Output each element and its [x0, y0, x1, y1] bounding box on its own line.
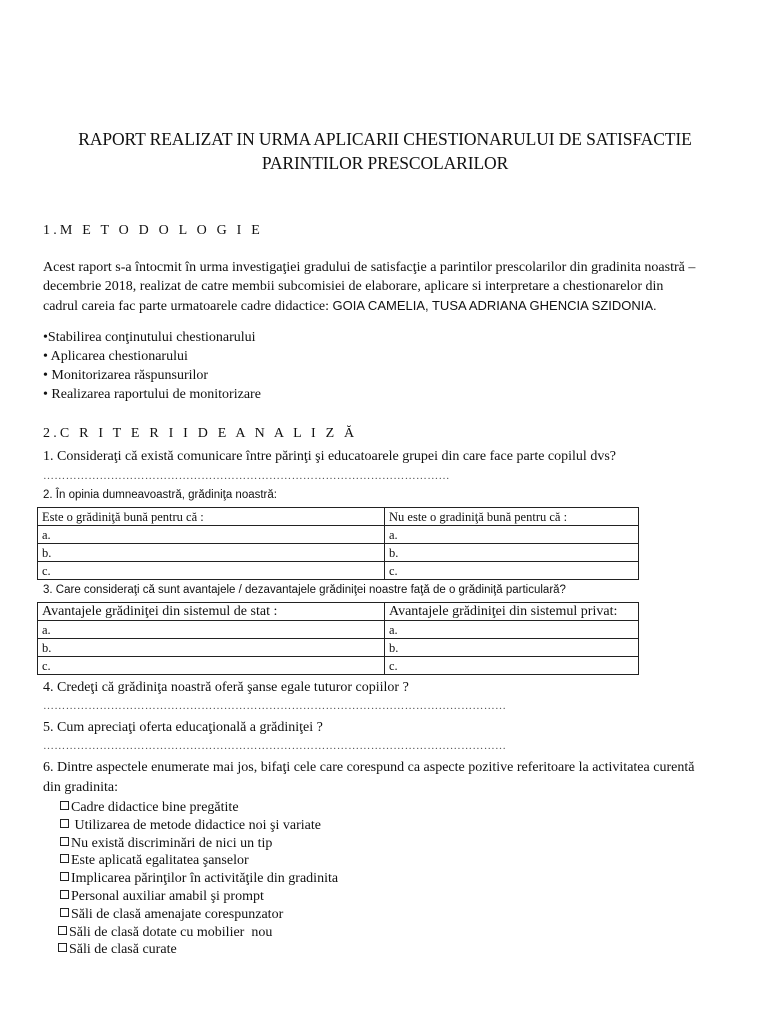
- question-2: 2. În opinia dumneavoastră, grădiniţa noastră:: [43, 489, 277, 501]
- table-header-cell: Avantajele grădiniţei din sistemul privat:: [385, 603, 639, 621]
- question-5: 5. Cum apreciaţi oferta educaţională a grădiniţei ?: [43, 720, 323, 735]
- title-line-2: PARINTILOR PRESCOLARILOR: [261, 153, 509, 173]
- list-item: • Aplicarea chestionarului: [43, 349, 188, 364]
- table-cell[interactable]: a.: [385, 621, 639, 639]
- checkbox-icon[interactable]: [60, 854, 69, 863]
- methodology-steps-list: [43, 328, 261, 404]
- checklist-label: Utilizarea de metode didactice noi şi variate: [71, 817, 321, 833]
- checklist-item[interactable]: [60, 799, 338, 817]
- table-header-cell: Este o grădiniţă bună pentru că :: [38, 508, 385, 526]
- question-6-line-1: 6. Dintre aspectele enumerate mai jos, bifaţi cele care corespund ca aspecte pozitive referitoare la activitatea curentă: [43, 760, 695, 775]
- checklist-label: Săli de clasă curate: [69, 942, 177, 958]
- list-item: • Realizarea raportului de monitorizare: [43, 387, 261, 402]
- checklist-item[interactable]: [60, 870, 338, 888]
- checklist-label: Este aplicată egalitatea şanselor: [71, 853, 249, 869]
- answer-line-q4[interactable]: ……………………………………………………………………………………………………………: [43, 700, 507, 712]
- table-advantages: [37, 602, 639, 675]
- table-header-cell: Nu este o gradiniţă bună pentru că :: [385, 508, 639, 526]
- table-cell[interactable]: b.: [38, 639, 385, 657]
- methodology-paragraph: [43, 258, 743, 316]
- table-row: [38, 621, 639, 639]
- answer-line-q5[interactable]: ……………………………………………………………………………………………………………: [43, 740, 507, 752]
- section-1-heading: 1.M E T O D O L O G I E: [43, 223, 263, 238]
- teacher-names: GOIA CAMELIA, TUSA ADRIANA GHENCIA SZIDONIA.: [332, 298, 657, 313]
- paragraph-line-3-prefix: cadrul careia fac parte urmatoarele cadre didactice:: [43, 299, 333, 314]
- checklist-item[interactable]: [60, 852, 338, 870]
- table-row: [38, 526, 639, 544]
- question-6-line-2: din gradinita:: [43, 780, 119, 795]
- answer-line-q1[interactable]: ………………………………………………………………………………………………: [43, 470, 450, 482]
- paragraph-line-3: [43, 296, 743, 316]
- list-item: • Monitorizarea răspunsurilor: [43, 368, 209, 383]
- table-header-row: [38, 508, 639, 526]
- table-cell[interactable]: a.: [38, 621, 385, 639]
- title-line-1: RAPORT REALIZAT IN URMA APLICARII CHESTIONARULUI DE SATISFACTIE: [78, 129, 692, 149]
- section-2-heading: 2.C R I T E R I I D E A N A L I Z Ă: [43, 426, 358, 441]
- list-item: •Stabilirea conţinutului chestionarului: [43, 330, 256, 345]
- checkbox-icon[interactable]: [60, 872, 69, 881]
- table-row: [38, 562, 639, 580]
- checkbox-icon[interactable]: [60, 801, 69, 810]
- table-cell[interactable]: c.: [385, 657, 639, 675]
- table-row: [38, 657, 639, 675]
- question-4: 4. Credeţi că grădiniţa noastră oferă şanse egale tuturor copiilor ?: [43, 680, 409, 695]
- table-cell[interactable]: c.: [385, 562, 639, 580]
- checklist-item[interactable]: [58, 924, 338, 942]
- checklist-item[interactable]: [60, 835, 338, 853]
- checkbox-icon[interactable]: [58, 943, 67, 952]
- checklist-label: Săli de clasă dotate cu mobilier nou: [69, 924, 273, 940]
- question-6: [43, 758, 758, 798]
- checklist-label: Cadre didactice bine pregătite: [71, 800, 239, 815]
- table-cell[interactable]: a.: [38, 526, 385, 544]
- checkbox-icon[interactable]: [60, 819, 69, 828]
- checklist-item[interactable]: [60, 906, 338, 924]
- positive-aspects-checklist: [60, 799, 338, 959]
- checklist-item[interactable]: [60, 888, 338, 906]
- table-cell[interactable]: b.: [38, 544, 385, 562]
- table-header-cell: Avantajele grădiniţei din sistemul de stat :: [38, 603, 385, 621]
- table-good-kindergarten: [37, 507, 639, 580]
- table-cell[interactable]: b.: [385, 544, 639, 562]
- table-cell[interactable]: a.: [385, 526, 639, 544]
- checkbox-icon[interactable]: [60, 890, 69, 899]
- document-title: [40, 127, 730, 175]
- question-1: 1. Consideraţi că există comunicare între părinţi şi educatoarele grupei din care face parte copilul dvs?: [43, 449, 616, 464]
- checklist-label: Nu există discriminări de nici un tip: [71, 835, 273, 851]
- checkbox-icon[interactable]: [60, 908, 69, 917]
- checkbox-icon[interactable]: [60, 837, 69, 846]
- question-3: 3. Care consideraţi că sunt avantajele / dezavantajele grădiniţei noastre faţă de o grădiniţă particulară?: [43, 584, 566, 596]
- table-cell[interactable]: c.: [38, 657, 385, 675]
- paragraph-line-1: Acest raport s-a întocmit în urma investigaţiei gradului de satisfacţie a parintilor prescolarilor din gradinita noastră –: [43, 260, 696, 275]
- checklist-label: Săli de clasă amenajate corespunzator: [71, 906, 284, 922]
- checklist-label: Implicarea părinţilor în activităţile din gradinita: [71, 871, 339, 887]
- checkbox-icon[interactable]: [58, 926, 67, 935]
- checklist-item[interactable]: [58, 941, 338, 959]
- table-cell[interactable]: b.: [385, 639, 639, 657]
- table-row: [38, 639, 639, 657]
- checklist-label: Personal auxiliar amabil şi prompt: [71, 888, 264, 904]
- table-header-row: [38, 603, 639, 621]
- table-row: [38, 544, 639, 562]
- paragraph-line-2: decembrie 2018, realizat de catre membii subcomisiei de elaborare, aplicare si interpretare a chestionarelor din: [43, 279, 664, 294]
- table-cell[interactable]: c.: [38, 562, 385, 580]
- checklist-item[interactable]: [60, 817, 338, 835]
